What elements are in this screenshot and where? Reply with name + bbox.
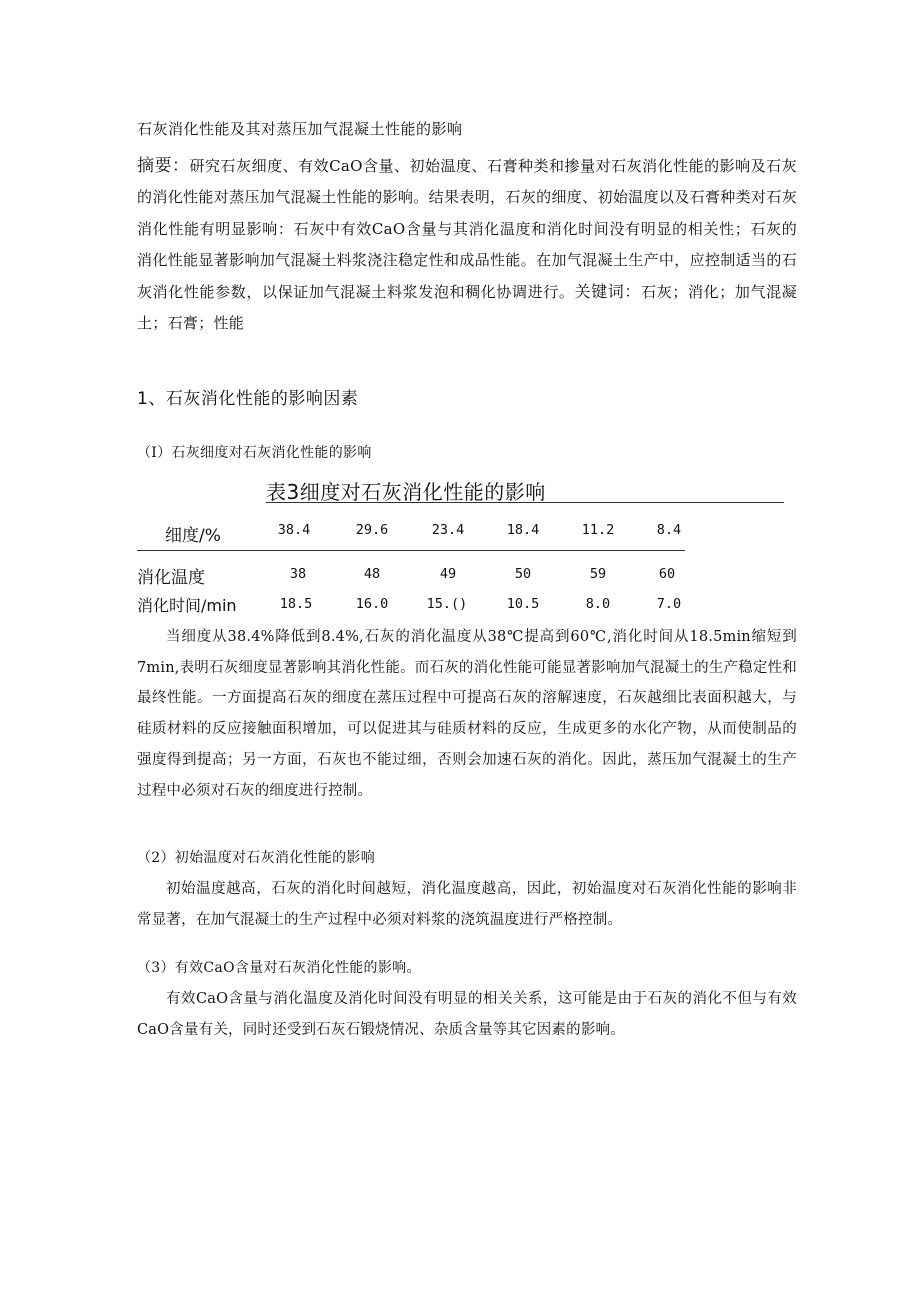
table-row-label: 消化时间/min xyxy=(137,596,237,615)
table-cell: 50 xyxy=(514,566,532,582)
subsection-heading-cao-content: （3）有效CaO含量对石灰消化性能的影响。 xyxy=(137,960,421,976)
table-cell: 18.5 xyxy=(279,596,313,612)
table-cell: 11.2 xyxy=(581,522,615,538)
keywords-label: 关键词： xyxy=(574,282,642,302)
keywords-text: 石灰；消化；加气混凝土；石膏；性能 xyxy=(137,283,797,333)
section-heading: 1、石灰消化性能的影响因素 xyxy=(137,389,359,409)
subsection-heading-fineness: （I）石灰细度对石灰消化性能的影响 xyxy=(137,445,372,461)
table-cell: 7.0 xyxy=(656,596,682,612)
table-cell: 60 xyxy=(658,566,676,582)
abstract xyxy=(137,151,797,340)
table-cell: 10.5 xyxy=(506,596,540,612)
table-cell: 8.4 xyxy=(656,522,682,538)
table-row-label: 消化温度 xyxy=(137,568,205,588)
abstract-label: 摘要： xyxy=(137,156,190,176)
table-caption: 表3细度对石灰消化性能的影响 xyxy=(266,480,546,504)
table-cell: 48 xyxy=(363,566,381,582)
table-cell: 15.() xyxy=(426,596,468,612)
paragraph-cao-content: 有效CaO含量与消化温度及消化时间没有明显的相关关系，这可能是由于石灰的消化不但与有效CaO含量有关，同时还受到石灰石锻烧情况、杂质含量等其它因素的影响。 xyxy=(137,991,797,1038)
table-cell: 38.4 xyxy=(277,522,311,538)
table-cell: 38 xyxy=(289,566,307,582)
document-title: 石灰消化性能及其对蒸压加气混凝土性能的影响 xyxy=(137,120,463,138)
table-cell: 49 xyxy=(439,566,457,582)
abstract-text: 研究石灰细度、有效CaO含量、初始温度、石膏种类和掺量对石灰消化性能的影响及石灰的消化性能对蒸压加气混凝土性能的影响。结果表明，石灰的细度、初始温度以及石膏种类对石灰消化性能有明显影响：石灰中有效CaO含量与其消化温度和消化时间没有明显的相关性；石灰的消化性能显著影响加气混凝土料浆浇注稳定性和成品性能。在加气混凝土生产中，应控制适当的石灰消化性能参数，以保证加气混凝土料浆发泡和稠化协调进行。 xyxy=(137,157,797,302)
table-top-rule xyxy=(266,502,784,503)
table-cell: 8.0 xyxy=(585,596,611,612)
table-cell: 29.6 xyxy=(355,522,389,538)
subsection-heading-initial-temperature: （2）初始温度对石灰消化性能的影响 xyxy=(137,850,376,866)
table-cell: 23.4 xyxy=(431,522,465,538)
table-cell: 16.0 xyxy=(355,596,389,612)
table-cell: 59 xyxy=(589,566,607,582)
table-row-label: 细度/% xyxy=(165,526,221,546)
table-cell: 18.4 xyxy=(506,522,540,538)
table-header-rule xyxy=(137,550,685,551)
paragraph-fineness: 当细度从38.4%降低到8.4%,石灰的消化温度从38℃提高到60℃,消化时间从18.5min缩短到7min,表明石灰细度显著影响其消化性能。而石灰的消化性能可能显著影响加气混凝土的生产稳定性和最终性能。一方面提高石灰的细度在蒸压过程中可提高石灰的溶解速度，石灰越细比表面积越大，与硅质材料的反应接触面积增加，可以促进其与硅质材料的反应，生成更多的水化产物，从而使制品的强度得到提高；另一方面，石灰也不能过细，否则会加速石灰的消化。因此，蒸压加气混凝土的生产过程中必须对石灰的细度进行控制。 xyxy=(137,629,797,799)
paragraph-initial-temperature: 初始温度越高，石灰的消化时间越短，消化温度越高，因此，初始温度对石灰消化性能的影响非常显著，在加气混凝土的生产过程中必须对料浆的浇筑温度进行严格控制。 xyxy=(137,881,797,928)
